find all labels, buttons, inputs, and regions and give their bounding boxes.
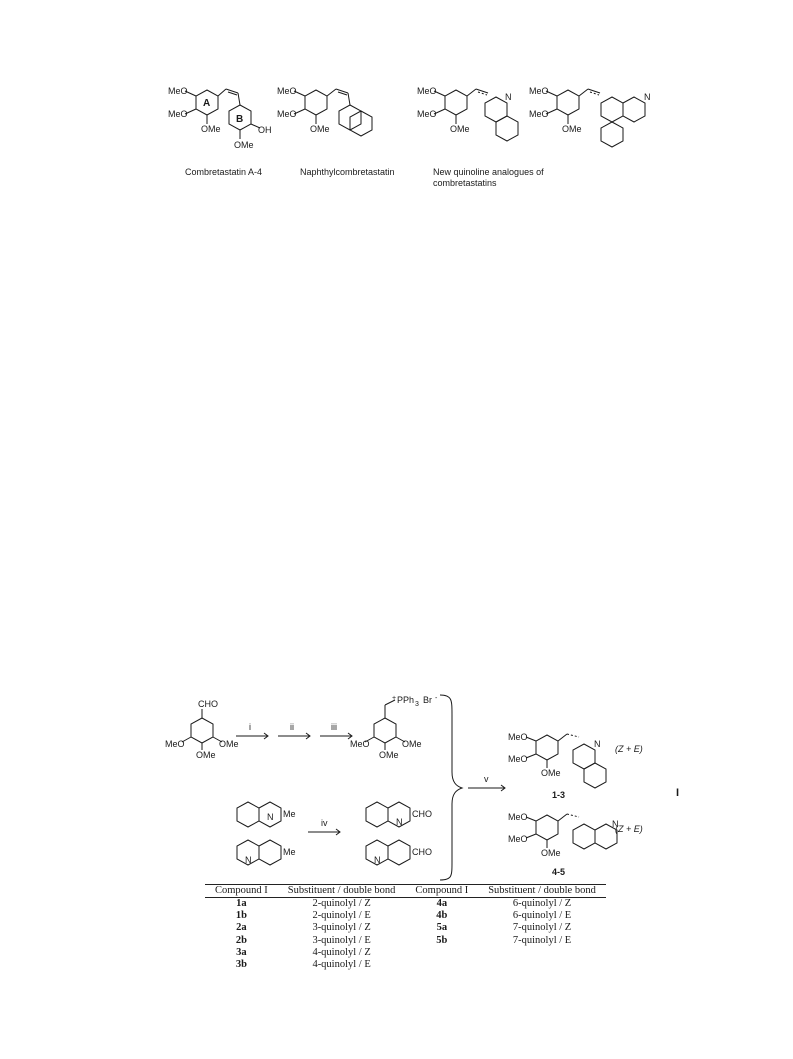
reagent-ii: ii [290,722,294,732]
compound-id: 1a [236,898,247,909]
caption-naphthylcombretastatin: Naphthylcombretastatin [300,167,395,177]
meo-label: MeO [529,86,549,96]
substituent: 4-quinolyl / E [312,959,371,971]
minus-charge: - [435,695,438,702]
ome-label: OMe [450,124,470,134]
meo-label: MeO [508,834,528,844]
meo-label: MeO [417,109,437,119]
substituent: 6-quinolyl / Z [512,898,572,909]
product-label-1-3: 1-3 [552,790,566,800]
substituent: 3-quinolyl / Z [312,922,371,934]
ome-label: OMe [310,124,330,134]
compound-id: 1b [235,910,247,922]
table-row [205,922,606,934]
oh-label: OH [258,125,272,135]
reagent-iv: iv [321,818,328,828]
compound-id: 4a [436,898,448,909]
empty-cell [405,947,478,959]
empty-cell [405,959,478,971]
empty-cell [478,947,606,959]
compound-id: 2b [235,934,247,946]
table-header-row [205,885,606,898]
nitrogen-label: N [594,739,601,749]
reagent-v: v [484,774,489,784]
meo-label: MeO [277,86,297,96]
product-label-4-5: 4-5 [552,867,566,877]
caption-combretastatin: Combretastatin A-4 [185,167,263,177]
compound-table [205,884,606,971]
meo-label: MeO [168,109,188,119]
compound-id: 3a [236,946,247,958]
substituent: 3-quinolyl / E [312,934,371,946]
table-row [205,947,606,959]
substituent: 4-quinolyl / Z [312,946,371,958]
compound-id: 2a [236,922,247,934]
substituent: 7-quinolyl / E [512,934,572,946]
meo-label: MeO [508,812,528,822]
cho-label: CHO [412,809,432,819]
roman-numeral-label: I [676,787,680,799]
table-row [205,910,606,922]
z-e-label: (Z + E) [615,744,643,754]
ome-label: OMe [402,739,422,749]
ome-label: OMe [196,750,216,760]
ome-label: OMe [201,124,221,134]
header-compound: Compound I [405,885,478,898]
ome-label: OMe [541,768,561,778]
reagent-iii: iii [331,722,337,732]
ome-label: OMe [234,140,254,150]
synthesis-scheme [0,690,793,885]
nitrogen-label: N [374,855,381,865]
ome-label: OMe [379,750,399,760]
methyl-label: Me [283,847,296,857]
figure-combretastatin-structures [0,0,793,200]
nitrogen-label: N [644,92,651,102]
nitrogen-label: N [245,855,252,865]
nitrogen-label: N [505,92,512,102]
z-e-label: (Z + E) [615,824,643,834]
caption-quinoline-line2: combretastatins [433,178,497,188]
compound-id: 4b [436,910,448,922]
header-substituent: Substituent / double bond [278,885,406,898]
compound-id: 5b [436,934,448,946]
meo-label: MeO [417,86,437,96]
plus-charge: + [392,695,397,702]
table-row [205,959,606,971]
br-label: Br [423,695,432,705]
table-row [205,898,606,911]
meo-label: MeO [168,86,188,96]
header-substituent: Substituent / double bond [478,885,606,898]
pph3-label: PPh [397,695,415,705]
ome-label: OMe [219,739,239,749]
substituent: 2-quinolyl / E [312,910,371,922]
methyl-label: Me [283,809,296,819]
nitrogen-label: N [396,817,403,827]
nitrogen-label: N [267,812,274,822]
ome-label: OMe [541,848,561,858]
reagent-i: i [249,722,251,732]
meo-label: MeO [508,754,528,764]
meo-label: MeO [508,732,528,742]
pph3-subscript: 3 [415,701,419,708]
substituent: 6-quinolyl / E [512,910,572,922]
nitrogen-label: N [612,819,619,829]
empty-cell [478,959,606,971]
meo-label: MeO [350,739,370,749]
meo-label: MeO [165,739,185,749]
compound-id: 5a [436,922,448,934]
cho-label: CHO [198,699,218,709]
table-row [205,935,606,947]
cho-label: CHO [412,847,432,857]
ring-b-label: B [236,114,244,125]
header-compound: Compound I [205,885,278,898]
compound-id: 3b [235,959,247,971]
meo-label: MeO [277,109,297,119]
ring-a-label: A [203,98,211,109]
meo-label: MeO [529,109,549,119]
substituent: 7-quinolyl / Z [512,922,572,934]
substituent: 2-quinolyl / Z [312,898,371,909]
ome-label: OMe [562,124,582,134]
caption-quinoline-line1: New quinoline analogues of [433,167,544,177]
